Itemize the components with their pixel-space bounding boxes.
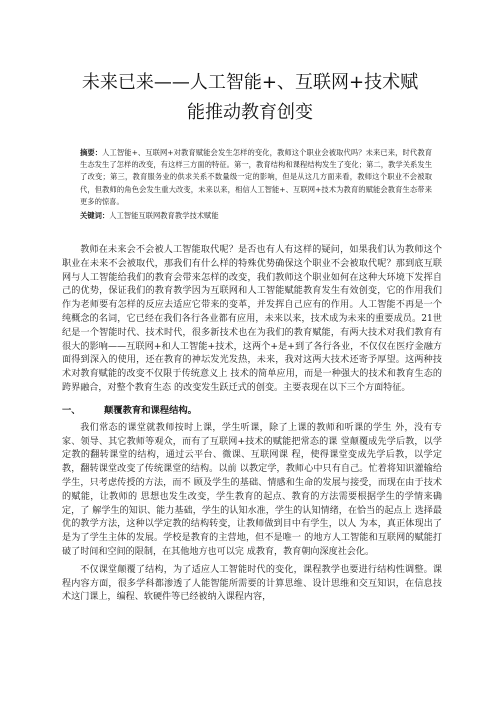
keywords-label: 关键词： <box>80 211 110 221</box>
abstract-label: 摘要： <box>80 148 103 157</box>
abstract-block <box>80 147 432 222</box>
intro-paragraph: 教师在未来会不会被人工智能取代呢？是否也有人有这样的疑问，如果我们认为教师这个职业在未来不会被取代，那我们有什么样的特殊优势确保这个职业不会被取代呢？那到底互联网与人工智能给我们的教育会带来怎样的改变，我们教师这个职业如何在这种大环境下发挥自己的优势，保证我们的教育教学因为互联网和人工智能赋能教育发生有效创变，它的作用我们作为老师要有怎样的反应去适应它带来的变革，并发挥自己应有的作用。人工智能不再是一个纯概念的名词，它已经在我们各行各业都有应用，未来以来，技术成为未来的重要成员。21世纪是一个智能时代、技术时代，很多新技术也在为我们的教育赋能，有两大技术对我们教育有很大的影响——互联网+和人工智能+技术，这两个+是+到了各行各业，不仅仅在医疗金融方面得到深入的使用，还在教育的神坛发光发热，未来，我对这两大技术还寄予厚望。这两种技术对教育赋能的改变不仅限于传统意义上 技术的简单应用，而是一种强大的技术和教育生态的跨界融合，对整个教育生态 的改变发生跃迁式的创变。主要表现在以下三个方面特征。 <box>62 245 442 393</box>
abstract-text: 人工智能+、互联网+对教育赋能会发生怎样的变化，教师这个职业会被取代吗？未来已来，时代教育生态发生了怎样的改变，有这样三方面的特征。第一，教育结构和课程结构发生了变化；第二，教学关系发生了改变；第三，教育服务业的供求关系不数量级一定的影响，但是从这几方面来看，教师这个职业不会被取代，但教师的角色会发生重大改变，未来以来，相信人工智能+、互联网+技术为教育的赋能会教育生态带来更多的惊喜。 <box>80 148 432 206</box>
paper-title-line-1: 未来已来——人工智能+、互联网+技术赋 <box>81 72 419 93</box>
section-title: 颠覆教育和课程结构。 <box>104 404 197 416</box>
keywords-line <box>80 210 432 222</box>
section-number: 一、 <box>62 404 81 416</box>
section-heading-1 <box>62 404 442 418</box>
body-paragraph-3: 不仅课堂颠覆了结构，为了适应人工智能时代的变化，课程教学也要进行结构性调整。课程内容方面，很多学科都渗透了人能智能所需要的计算思维、设计思维和交互知识，在信息技术这门课上，编程、软硬件等已经被纳入课程内容， <box>62 564 442 603</box>
body-text <box>62 244 442 605</box>
paper-title-line-2: 能推动教育创变 <box>187 102 313 123</box>
paper-title <box>40 68 460 128</box>
body-paragraph-2: 我们常态的课堂就教师按时上课，学生听课，除了上课的教师和听课的学生 外，没有专家、领导、其它教师等观众，而有了互联网+技术的赋能把常态的课 堂颠覆成先学后教，以学定教的翻转课堂的结构，通过云平台、微课、互联网课 程，使得课堂变成先学后教，以学定教，翻转课堂改变了传统课堂的结构。以前 以教定学，教师心中只有自己。忙着将知识灌输给学生，只考虑传授的方法，而不 顾及学生的基础、情感和生命的发展与接受，而现在由于技术的赋能，让教师的 思想也发生改变，学生教育的起点、教育的方法需要根据学生的学情来确定，了 解学生的知识、能力基础，学生的认知水准，学生的认知情绪，在恰当的起点上 选择最优的教学方法，这种以学定教的结构转变，让教师做到目中有学生，以人 为本，真正体现出了是为了学生主体的发展。学校是教育的主营地，但不是唯一 的地方人工智能和互联网的赋能打破了时间和空间的限制，在其他地方也可以完 成教育，教育朝向深度社会化。 <box>62 422 442 557</box>
abstract-paragraph <box>80 147 432 208</box>
keywords-text: 人工智能互联网教育教学技术赋能 <box>109 211 219 221</box>
